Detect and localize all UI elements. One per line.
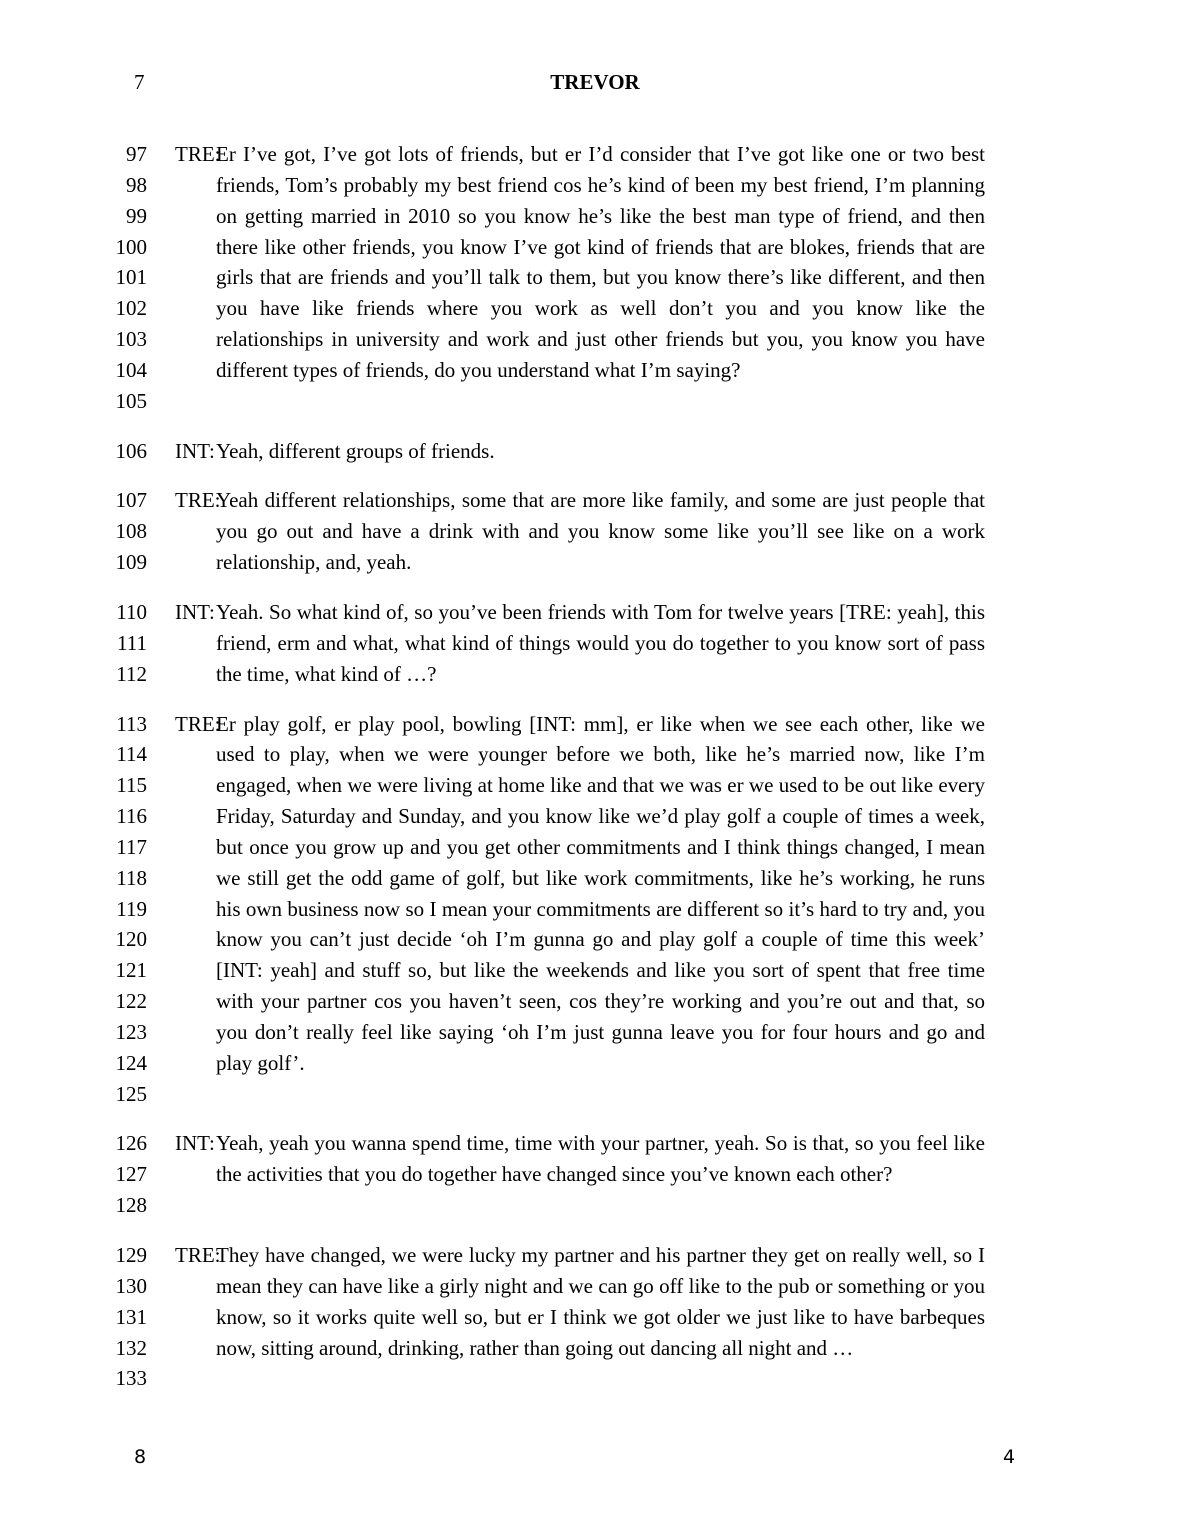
- turn: [0, 709, 1190, 1110]
- turn-text: Yeah, yeah you wanna spend time, time with your partner, yeah. So is that, so you feel like the activities that you do together have changed since you’ve known each other?: [216, 1131, 985, 1187]
- speaker-label: TRE:: [175, 711, 221, 736]
- line-number: 114: [116, 742, 147, 767]
- line-number: 127: [115, 1162, 147, 1187]
- speaker-label: TRE:: [175, 1243, 221, 1267]
- line-number: 132: [115, 1335, 147, 1360]
- turn: [0, 1128, 1190, 1221]
- speaker-label: INT:: [175, 438, 215, 463]
- turn-text: Yeah. So what kind of, so you’ve been friends with Tom for twelve years [TRE: yeah], this friend, erm and what, what kind of things would you do together to you know sort of pass the time, what kind of …?: [216, 599, 985, 686]
- line-number: 111: [117, 630, 147, 655]
- line-number: 109: [115, 550, 147, 575]
- line-number: 122: [115, 989, 147, 1014]
- line-number: 107: [115, 488, 147, 513]
- line-number: 128: [115, 1193, 147, 1218]
- line-number: 113: [116, 711, 147, 736]
- line-number: 108: [115, 519, 147, 544]
- line-number: 131: [115, 1304, 147, 1329]
- line-number: 110: [116, 599, 147, 624]
- turn: [0, 485, 1190, 578]
- line-numbers: [0, 139, 147, 417]
- line-number: 116: [116, 804, 147, 829]
- turn: [0, 436, 1190, 467]
- turn-text: Yeah, different groups of friends.: [216, 438, 495, 463]
- line-number: 106: [115, 438, 147, 463]
- line-number: 104: [115, 357, 147, 382]
- line-number: 115: [116, 773, 147, 798]
- page-number-top: 7: [134, 70, 145, 94]
- line-number: 97: [126, 142, 147, 166]
- turn-text: Er I’ve got, I’ve got lots of friends, but er I’d consider that I’ve got like one or two best friends, Tom’s probably my best friend cos he’s kind of been my best friend, I’m planning on getting married in 2010 so you know he’s like the best man type of friend, and then there like other friends, you know I’ve got kind of friends that are blokes, friends that are girls that are friends and you’ll talk to them, but you know there’s like different, and then you have like friends where you work as well don’t you and you know like the relationships in university and work and just other friends but you, you know you have different types of friends, do you understand what I’m saying?: [216, 142, 985, 382]
- transcript: [0, 139, 1190, 1413]
- footer-page-right: 4: [1003, 1446, 1016, 1468]
- turn-text: Er play golf, er play pool, bowling [INT: mm], er like when we see each other, like we used to play, when we were younger before we both, like he’s married now, like I’m engaged, when we were living at home like and that we was er we used to be out like every Friday, Saturday and Sunday, and you know like we’d play golf a couple of times a week, but once you grow up and you get other commitments and I think things changed, I mean we still get the odd game of golf, but like work commitments, like he’s working, he runs his own business now so I mean your commitments are different so it’s hard to try and, you know you can’t just decide ‘oh I’m gunna go and play golf a couple of time this week’ [INT: yeah] and stuff so, but like the weekends and like you sort of spent that free time with your partner cos you haven’t seen, cos they’re working and you’re out and that, so you don’t really feel like saying ‘oh I’m just gunna leave you for four hours and go and play golf’.: [216, 711, 985, 1075]
- speaker-label: INT:: [175, 599, 215, 624]
- footer-page-left: 8: [134, 1446, 147, 1468]
- line-numbers: [0, 1128, 147, 1221]
- line-number: 130: [115, 1273, 147, 1298]
- line-numbers: [0, 709, 147, 1110]
- line-numbers: [0, 436, 147, 467]
- turn: [0, 1240, 1190, 1394]
- line-numbers: [0, 597, 147, 690]
- line-number: 119: [116, 896, 147, 921]
- line-number: 121: [115, 958, 147, 983]
- line-number: 103: [115, 327, 147, 352]
- line-numbers: [0, 485, 147, 578]
- line-number: 102: [115, 296, 147, 321]
- line-number: 125: [115, 1081, 147, 1106]
- line-number: 112: [116, 661, 147, 686]
- line-number: 101: [115, 265, 147, 290]
- line-number: 98: [126, 172, 147, 197]
- line-number: 105: [115, 388, 147, 413]
- line-number: 133: [115, 1366, 147, 1391]
- speaker-label: TRE:: [175, 488, 221, 513]
- line-number: 124: [115, 1050, 147, 1075]
- line-number: 129: [115, 1243, 147, 1267]
- line-number: 117: [116, 834, 147, 859]
- line-number: 118: [116, 865, 147, 890]
- line-number: 120: [115, 927, 147, 952]
- line-number: 100: [115, 234, 147, 259]
- turn: [0, 597, 1190, 690]
- turn-text: They have changed, we were lucky my partner and his partner they get on really well, so I mean they can have like a girly night and we can go off like to the pub or something or you know, so it works quite well so, but er I think we got older we just like to have barbeques now, sitting around, drinking, rather than going out dancing all night and …: [216, 1243, 985, 1360]
- turn-text: Yeah different relationships, some that are more like family, and some are just people that you go out and have a drink with and you know some like you’ll see like on a work relationship, and, yeah.: [216, 488, 985, 575]
- turn: [0, 139, 1190, 417]
- line-numbers: [0, 1240, 147, 1394]
- line-number: 126: [115, 1131, 147, 1156]
- page-title: TREVOR: [550, 70, 640, 94]
- line-number: 99: [126, 203, 147, 228]
- speaker-label: INT:: [175, 1131, 215, 1156]
- speaker-label: TRE:: [175, 142, 221, 166]
- line-number: 123: [115, 1019, 147, 1044]
